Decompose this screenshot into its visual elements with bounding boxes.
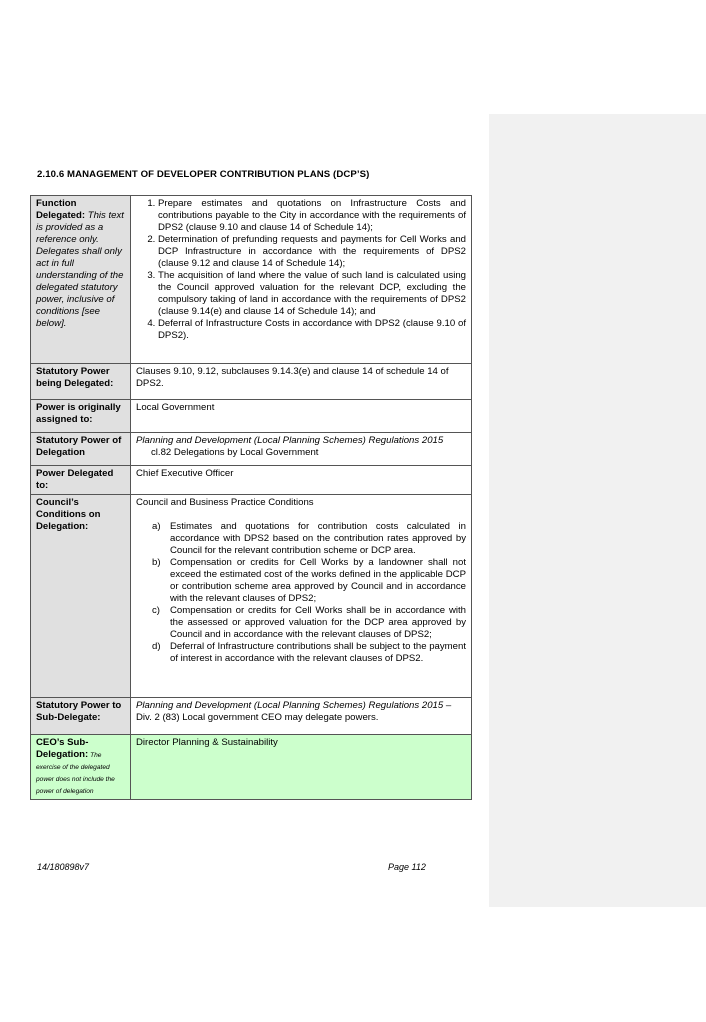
conditions-label-text: Council’s Conditions on Delegation:	[36, 497, 101, 532]
assigned-label-text: Power is originally assigned to:	[36, 402, 121, 425]
power-of-delegation-label-text: Statutory Power of Delegation	[36, 435, 122, 458]
assigned-value: Local Government	[131, 400, 472, 433]
ceo-sub-value: Director Planning & Sustainability	[131, 735, 472, 800]
table-row	[31, 400, 472, 433]
function-label	[31, 196, 131, 364]
regulation-title: Planning and Development (Local Planning Schemes) Regulations 2015	[136, 435, 444, 446]
table-row	[31, 364, 472, 400]
delegated-to-value: Chief Executive Officer	[131, 466, 472, 495]
list-marker: c)	[152, 605, 160, 616]
ceo-sub-label	[31, 735, 131, 800]
power-of-delegation-label	[31, 433, 131, 466]
table-row	[31, 495, 472, 698]
statutory-power-label	[31, 364, 131, 400]
function-list	[136, 198, 466, 342]
section-heading: 2.10.6 MANAGEMENT OF DEVELOPER CONTRIBUTION PLANS (DCP’S)	[37, 169, 370, 180]
delegated-to-label	[31, 466, 131, 495]
list-text: Compensation or credits for Cell Works by a landowner shall not exceed the estimated cost of the works defined in the applicable DCP or contribution scheme area approved by Council and in accordance with the relevant clauses of DPS2;	[170, 557, 466, 604]
list-item: 4. Deferral of Infrastructure Costs in accordance with DPS2 (clause 9.10 of DPS2).	[158, 318, 466, 342]
ceo-sub-label-note: The exercise of the delegated power does not include the power of delegation	[36, 752, 115, 795]
table-row	[31, 735, 472, 800]
assigned-label	[31, 400, 131, 433]
document-reference: 14/180898v7	[37, 862, 90, 872]
delegated-to-label-text: Power Delegated to:	[36, 468, 114, 491]
list-item	[152, 521, 466, 557]
statutory-power-value: Clauses 9.10, 9.12, subclauses 9.14.3(e) and clause 14 of schedule 14 of DPS2.	[131, 364, 472, 400]
conditions-label	[31, 495, 131, 698]
sub-delegate-value	[131, 698, 472, 735]
table-row	[31, 433, 472, 466]
list-text: Estimates and quotations for contribution costs calculated in accordance with DPS2 based on the contribution rates approved by Council for the relevant contribution scheme or DCP area.	[170, 521, 466, 556]
list-item: 2. Determination of prefunding requests and payments for Cell Works and DCP Infrastructure in accordance with the requirements of DPS2 (clause 9.12 and clause 14 of Schedule 14);	[158, 234, 466, 270]
function-label-title: Function Delegated:	[36, 198, 86, 221]
table-row	[31, 196, 472, 364]
regulation-clause: cl.82 Delegations by Local Government	[151, 447, 319, 458]
list-marker: d)	[152, 641, 161, 652]
list-item	[152, 605, 466, 641]
table-row	[31, 466, 472, 495]
comment-pane	[489, 114, 706, 907]
list-marker: b)	[152, 557, 161, 568]
function-label-note: This text is provided as a reference only. Delegates shall only act in full understanding of the delegated statutory power, inclusive of conditions [see below].	[36, 210, 124, 329]
sub-delegate-label	[31, 698, 131, 735]
conditions-value	[131, 495, 472, 698]
table-row	[31, 698, 472, 735]
list-item	[152, 641, 466, 665]
list-text: Deferral of Infrastructure contributions shall be subject to the payment of interest in accordance with the relevant clauses of DPS2.	[170, 641, 466, 664]
list-text: Compensation or credits for Cell Works shall be in accordance with the assessed or approved valuation for the DCP area approved by Council and in accordance with the relevant clauses of DPS2;	[170, 605, 466, 640]
sub-delegate-label-text: Statutory Power to Sub-Delegate:	[36, 700, 122, 723]
power-of-delegation-value	[131, 433, 472, 466]
list-marker: a)	[152, 521, 161, 532]
regulation-clause: – Div. 2 (83) Local government CEO may delegate powers.	[136, 700, 452, 723]
list-item: 1. Prepare estimates and quotations on Infrastructure Costs and contributions payable to the City in accordance with the requirements of DPS2 (clause 9.10 and clause 14 of Schedule 14);	[158, 198, 466, 234]
conditions-intro: Council and Business Practice Conditions	[136, 497, 314, 508]
page-number: Page 112	[388, 862, 426, 872]
regulation-title: Planning and Development (Local Planning Schemes) Regulations 2015	[136, 700, 444, 711]
delegation-table	[30, 195, 472, 800]
list-item: 3. The acquisition of land where the value of such land is calculated using the Council approved valuation for the relevant DCP, excluding the compulsory taking of land in accordance with the requirements of DPS2 (clause 9.14(e) and clause 14 of Schedule 14); and	[158, 270, 466, 318]
statutory-power-label-text: Statutory Power being Delegated:	[36, 366, 114, 389]
conditions-list	[136, 521, 466, 669]
ceo-sub-label-title: CEO’s Sub-Delegation:	[36, 737, 89, 760]
list-item	[152, 557, 466, 605]
function-value	[131, 196, 472, 364]
